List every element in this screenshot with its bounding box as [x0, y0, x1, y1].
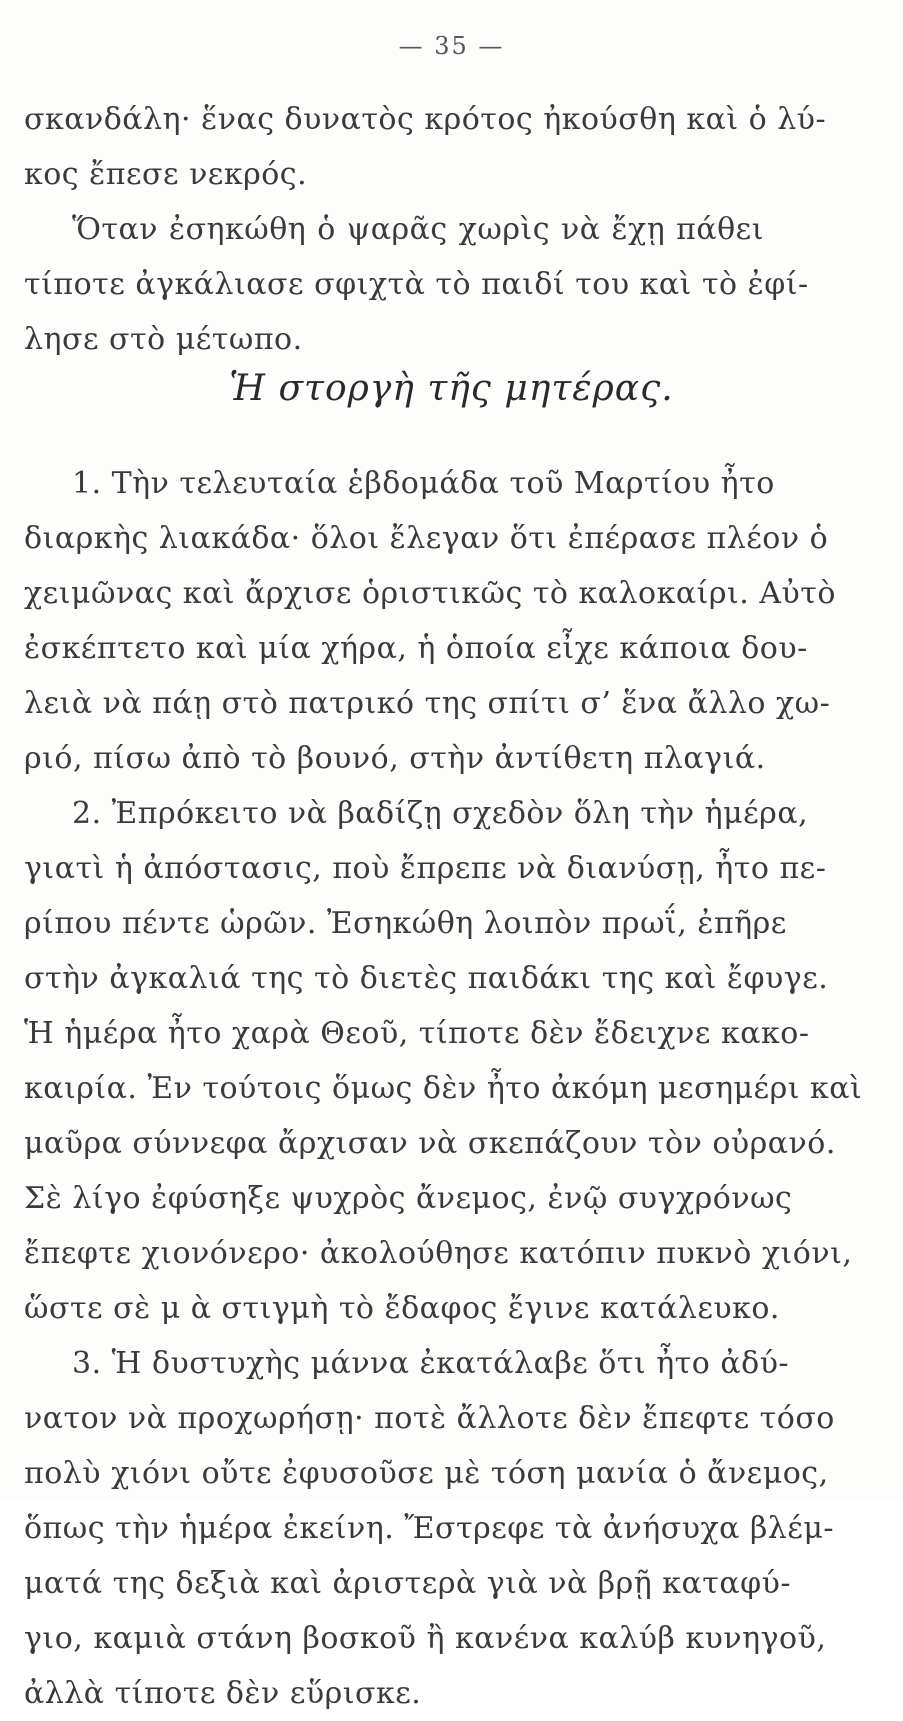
text-line: ριό, πίσω ἀπὸ τὸ βουνό, στὴν ἀντίθετη πλαγιά. — [24, 741, 766, 776]
section-title: Ἡ στοργὴ τῆς μητέρας. — [229, 368, 674, 409]
top-paragraph-block — [24, 92, 827, 367]
text-line: ἐσκέπτετο καὶ μία χήρα, ἡ ὁποία εἶχε κάποια δου- — [24, 631, 808, 666]
text-line: καιρία. Ἐν τούτοις ὅμως δὲν ἦτο ἀκόμη μεσημέρι καὶ — [24, 1071, 863, 1106]
text-line: 2. Ἐπρόκειτο νὰ βαδίζῃ σχεδὸν ὅλη τὴν ἡμέρα, — [72, 796, 809, 831]
text-line: διαρκὴς λιακάδα· ὅλοι ἔλεγαν ὅτι ἐπέρασε πλέον ὁ — [24, 521, 829, 556]
text-line: γιατὶ ἡ ἀπόστασις, ποὺ ἔπρεπε νὰ διανύσῃ, ἦτο πε- — [24, 851, 827, 886]
text-line: στὴν ἀγκαλιά της τὸ διετὲς παιδάκι της καὶ ἔφυγε. — [24, 961, 829, 996]
text-line: νατον νὰ προχωρήσῃ· ποτὲ ἄλλοτε δὲν ἔπεφτε τόσο — [24, 1401, 835, 1436]
text-line: τίποτε ἀγκάλιασε σφιχτὰ τὸ παιδί του καὶ τὸ ἐφί- — [24, 267, 809, 302]
text-line: Ὅταν ἐσηκώθη ὁ ψαρᾶς χωρὶς νὰ ἔχῃ πάθει — [72, 212, 764, 247]
page-number: — 35 — — [398, 32, 505, 60]
text-line: ματά της δεξιὰ καὶ ἀριστερὰ γιὰ νὰ βρῇ καταφύ- — [24, 1566, 792, 1601]
text-line: μαῦρα σύννεφα ἄρχισαν νὰ σκεπάζουν τὸν οὐρανό. — [24, 1126, 836, 1161]
text-line: πολὺ χιόνι οὔτε ἐφυσοῦσε μὲ τόση μανία ὁ ἄνεμος, — [24, 1456, 829, 1491]
text-line: χειμῶνας καὶ ἄρχισε ὁριστικῶς τὸ καλοκαίρι. Αὐτὸ — [24, 576, 836, 611]
text-line: 1. Τὴν τελευταία ἑβδομάδα τοῦ Μαρτίου ἦτο — [72, 466, 775, 501]
text-line: ὅπως τὴν ἡμέρα ἐκείνη. Ἔστρεφε τὰ ἀνήσυχα βλέμ- — [24, 1511, 834, 1546]
text-line: 3. Ἡ δυστυχὴς μάννα ἐκατάλαβε ὅτι ἦτο ἀδύ- — [72, 1346, 790, 1381]
text-line: γιο, καμιὰ στάνη βοσκοῦ ἢ κανένα καλύβ κυνηγοῦ, — [24, 1621, 827, 1656]
text-line: ἔπεφτε χιονόνερο· ἀκολούθησε κατόπιν πυκνὸ χιόνι, — [24, 1236, 853, 1271]
text-line: λησε στὸ μέτωπο. — [24, 322, 303, 357]
text-line: ἀλλὰ τίποτε δὲν εὕρισκε. — [24, 1676, 422, 1711]
text-line: ρίπου πέντε ὡρῶν. Ἐσηκώθη λοιπὸν πρωΐ, ἐπῆρε — [24, 906, 787, 941]
text-line: Ἡ ἡμέρα ἦτο χαρὰ Θεοῦ, τίποτε δὲν ἔδειχνε κακο- — [24, 1016, 810, 1051]
text-line: Σὲ λίγο ἐφύσηξε ψυχρὸς ἄνεμος, ἐνῷ συγχρόνως — [24, 1181, 793, 1216]
body-paragraph-block — [24, 456, 863, 1721]
text-line: σκανδάλη· ἕνας δυνατὸς κρότος ἠκούσθη καὶ ὁ λύ- — [24, 102, 827, 137]
text-line: κος ἔπεσε νεκρός. — [24, 157, 308, 192]
text-line: ὥστε σὲ μ ὰ στιγμὴ τὸ ἔδαφος ἔγινε κατάλευκο. — [24, 1291, 780, 1326]
text-line: λειὰ νὰ πάῃ στὸ πατρικό της σπίτι σ’ ἕνα ἄλλο χω- — [24, 686, 831, 721]
